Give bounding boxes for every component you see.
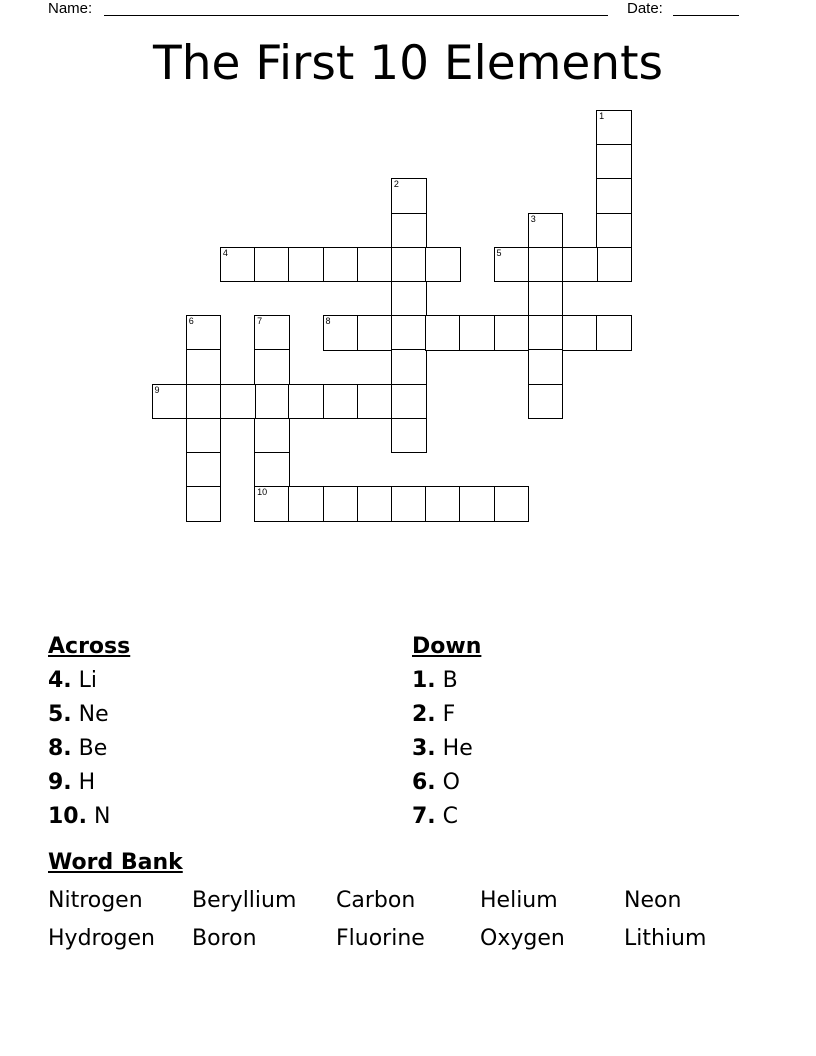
clue-text: O [442,770,460,795]
clue-text: F [442,702,456,727]
clue-row [412,766,481,800]
clue-text: H [78,770,96,795]
grid-cell[interactable] [357,315,393,351]
clue-number: 4. [48,668,72,693]
grid-cell[interactable] [186,418,222,454]
cell-number: 5 [496,247,502,258]
grid-cell[interactable] [186,349,222,385]
grid-cell[interactable] [596,247,632,283]
clue-row [48,698,130,732]
grid-cell[interactable] [425,247,461,283]
grid-cell[interactable] [186,315,222,351]
clue-number: 8. [48,736,72,761]
grid-cell[interactable] [288,247,324,283]
grid-cell[interactable] [254,247,290,283]
cell-number: 1 [599,111,605,121]
grid-cell[interactable] [596,315,632,351]
cell-number: 4 [222,247,228,258]
cell-number: 7 [257,316,263,327]
name-field[interactable] [104,15,608,16]
word-bank-item: Carbon [336,888,416,913]
grid-cell[interactable] [357,247,393,283]
grid-cell[interactable] [596,213,632,249]
grid-cell[interactable] [562,315,598,351]
clue-number: 2. [412,702,436,727]
grid-cell[interactable] [186,452,222,488]
grid-cell[interactable] [357,486,393,522]
clue-text: He [442,736,473,761]
grid-cell[interactable] [186,384,222,420]
grid-cell[interactable] [323,247,359,283]
clue-row [48,732,130,766]
clue-text: Be [78,736,108,761]
grid-cell[interactable] [391,213,427,249]
grid-cell[interactable] [254,349,290,385]
clue-row [412,698,481,732]
grid-cell[interactable] [391,418,427,454]
grid-cell[interactable] [528,213,564,249]
cell-number: 2 [393,179,399,190]
grid-cell[interactable] [288,486,324,522]
cell-number: 9 [154,384,160,395]
grid-cell[interactable] [459,486,495,522]
clue-text: C [442,804,459,829]
clue-text: N [93,804,111,829]
clue-text: Li [78,668,98,693]
date-label: Date: [627,0,663,17]
word-bank-item: Neon [624,888,682,913]
page-title: The First 10 Elements [152,36,664,91]
clue-number: 10. [48,804,87,829]
clue-text: B [442,668,458,693]
clue-text: Ne [78,702,109,727]
grid-cell[interactable] [596,178,632,214]
cell-number: 3 [530,213,536,224]
grid-cell[interactable] [186,486,222,522]
grid-cell[interactable] [528,281,564,317]
grid-cell[interactable] [357,384,393,420]
clue-row [48,766,130,800]
grid-cell[interactable] [391,315,427,351]
word-bank-item: Boron [192,926,257,951]
word-bank-item: Beryllium [192,888,297,913]
word-bank-item: Nitrogen [48,888,143,913]
grid-cell[interactable] [562,247,598,283]
clue-number: 3. [412,736,436,761]
clue-number: 1. [412,668,436,693]
grid-cell[interactable] [220,247,256,283]
clue-row [48,664,130,698]
grid-cell[interactable] [254,384,290,420]
grid-cell[interactable] [254,486,290,522]
grid-cell[interactable] [528,247,564,283]
grid-cell[interactable] [323,486,359,522]
date-field[interactable] [673,15,739,16]
down-heading: Down [412,634,482,659]
grid-cell[interactable] [323,384,359,420]
across-heading: Across [48,634,131,659]
grid-cell[interactable] [596,110,632,146]
clue-row [412,800,481,834]
grid-cell[interactable] [391,281,427,317]
grid-cell[interactable] [391,486,427,522]
grid-cell[interactable] [494,486,530,522]
clue-number: 9. [48,770,72,795]
grid-cell[interactable] [391,178,427,214]
down-clues [412,630,481,834]
word-bank-item: Oxygen [480,926,565,951]
grid-cell[interactable] [425,315,461,351]
word-bank-heading: Word Bank [48,850,183,875]
grid-cell[interactable] [494,315,530,351]
word-bank-item: Helium [480,888,558,913]
cell-number: 8 [325,316,331,327]
cell-number: 10 [257,487,268,498]
clue-number: 5. [48,702,72,727]
across-clues [48,630,130,834]
grid-cell[interactable] [254,418,290,454]
grid-cell[interactable] [323,315,359,351]
clue-number: 6. [412,770,436,795]
grid-cell[interactable] [391,384,427,420]
clue-row [412,732,481,766]
word-bank-item: Lithium [624,926,707,951]
clue-row [48,800,130,834]
grid-cell[interactable] [494,247,530,283]
grid-cell[interactable] [391,247,427,283]
word-bank-item: Hydrogen [48,926,155,951]
grid-cell[interactable] [528,384,564,420]
grid-cell[interactable] [220,384,256,420]
name-label: Name: [48,0,93,17]
clue-row [412,664,481,698]
grid-cell[interactable] [425,486,461,522]
grid-cell[interactable] [528,315,564,351]
grid-cell[interactable] [596,144,632,180]
cell-number: 6 [188,316,194,327]
word-bank-item: Fluorine [336,926,425,951]
grid-cell[interactable] [152,384,188,420]
grid-cell[interactable] [391,349,427,385]
header [0,0,816,20]
grid-cell[interactable] [528,349,564,385]
grid-cell[interactable] [288,384,324,420]
grid-cell[interactable] [254,452,290,488]
grid-cell[interactable] [459,315,495,351]
clue-number: 7. [412,804,436,829]
grid-cell[interactable] [254,315,290,351]
